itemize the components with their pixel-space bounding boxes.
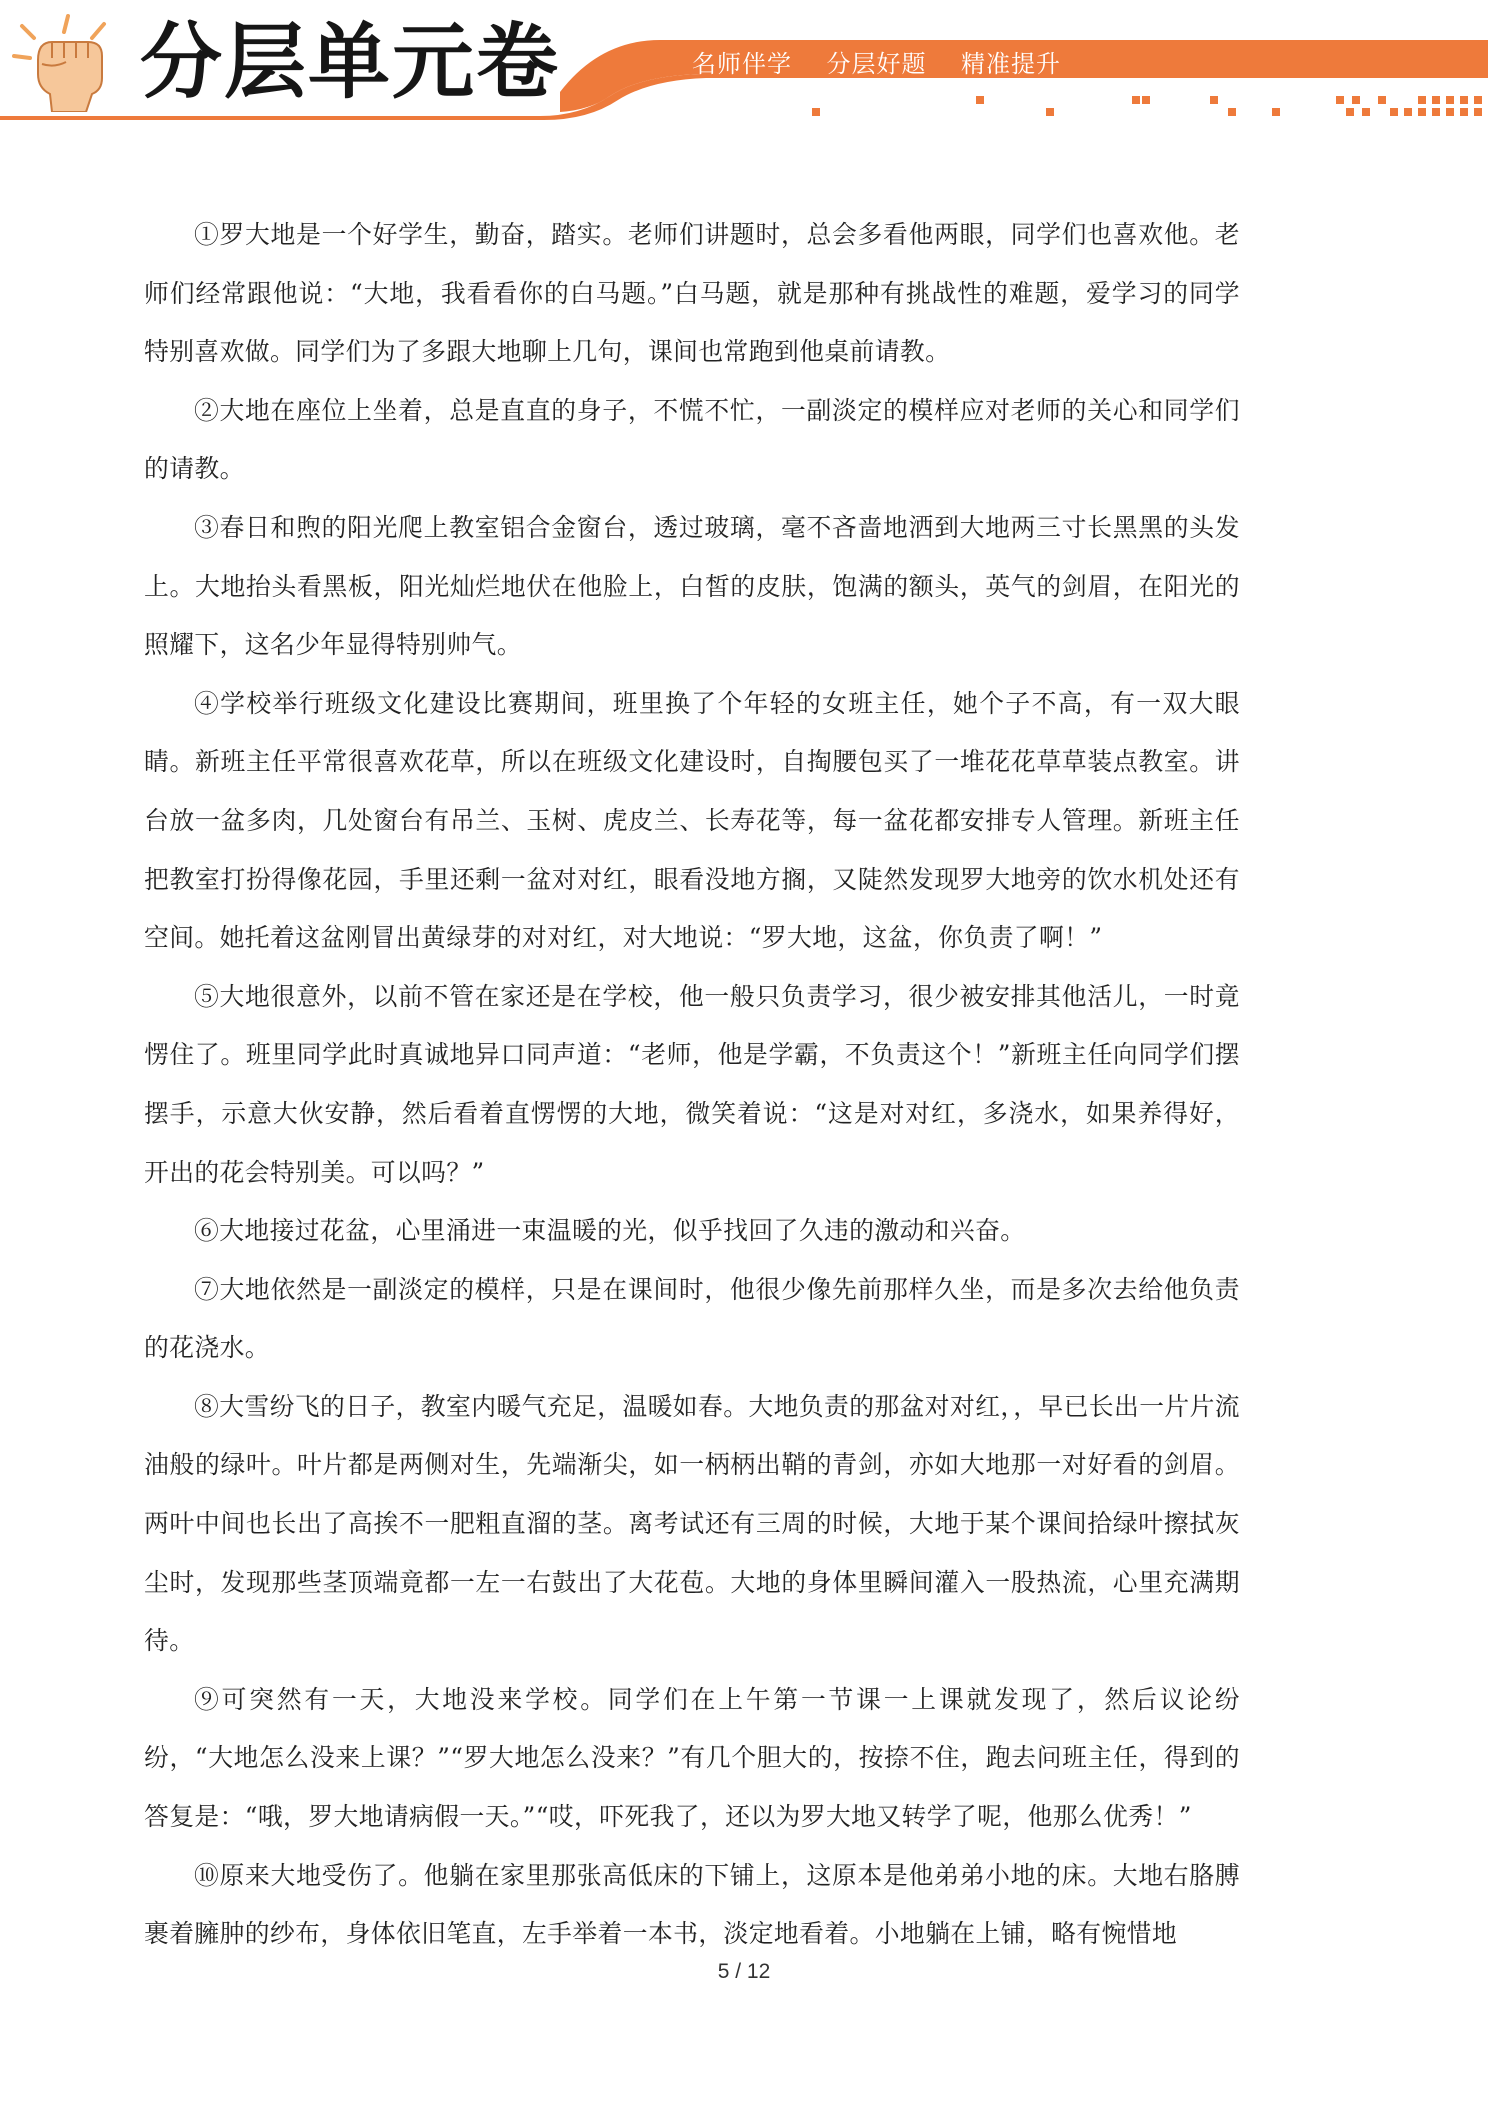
paragraph: ①罗大地是一个好学生，勤奋，踏实。老师们讲题时，总会多看他两眼，同学们也喜欢他。老师们经常跟他说：“大地，我看看你的白马题。”白马题，就是那种有挑战性的难题，爱学习的同学特别喜欢做。同学们为了多跟大地聊上几句，课间也常跑到他桌前请教。 [144,220,1240,367]
paragraph: ⑨可突然有一天，大地没来学校。同学们在上午第一节课一上课就发现了，然后议论纷纷，“大地怎么没来上课？”“罗大地怎么没来？”有几个胆大的，按捺不住，跑去问班主任，得到的答复是：“哦，罗大地请病假一天。”“哎，吓死我了，还以为罗大地又转学了呢，他那么优秀！” [144,1684,1240,1832]
passage-body [144,206,1240,1964]
brand-title: 分层单元卷 [140,15,561,110]
paragraph: ⑥大地接过花盆，心里涌进一束温暖的光，似乎找回了久违的激动和兴奋。 [194,1216,1026,1246]
page-number: 5 / 12 [717,1960,771,1983]
paragraph: ②大地在座位上坐着，总是直直的身子，不慌不忙，一副淡定的模样应对老师的关心和同学们的请教。 [144,395,1240,484]
header-slogan: 名师伴学 分层好题 精准提升 [692,50,1062,78]
page-header [0,0,1488,140]
paragraph: ⑩原来大地受伤了。他躺在家里那张高低床的下铺上，这原本是他弟弟小地的床。大地右胳膊裹着臃肿的纱布，身体依旧笔直，左手举着一本书，淡定地看着。小地躺在上铺，略有惋惜地 [144,1860,1240,1949]
raised-fist-icon [8,12,128,112]
paragraph: ④学校举行班级文化建设比赛期间，班里换了个年轻的女班主任，她个子不高，有一双大眼睛。新班主任平常很喜欢花草，所以在班级文化建设时，自掏腰包买了一堆花花草草装点教室。讲台放一盆多肉，几处窗台有吊兰、玉树、虎皮兰、长寿花等，每一盆花都安排专人管理。新班主任把教室打扮得像花园，手里还剩一盆对对红，眼看没地方搁，又陡然发现罗大地旁的饮水机处还有空间。她托着这盆刚冒出黄绿芽的对对红，对大地说：“罗大地，这盆，你负责了啊！” [144,688,1240,953]
paragraph: ⑧大雪纷飞的日子，教室内暖气充足，温暖如春。大地负责的那盆对对红，，早已长出一片片流油般的绿叶。叶片都是两侧对生，先端渐尖，如一柄柄出鞘的青剑，亦如大地那一对好看的剑眉。两叶中间也长出了高挨不一肥粗直溜的茎。离考试还有三周的时候，大地于某个课间拾绿叶擦拭灰尘时，发现那些茎顶端竟都一左一右鼓出了大花苞。大地的身体里瞬间灌入一股热流，心里充满期待。 [144,1391,1240,1656]
paragraph: ⑦大地依然是一副淡定的模样，只是在课间时，他很少像先前那样久坐，而是多次去给他负责的花浇水。 [144,1274,1240,1363]
paragraph: ③春日和煦的阳光爬上教室铝合金窗台，透过玻璃，毫不吝啬地洒到大地两三寸长黑黑的头发上。大地抬头看黑板，阳光灿烂地伏在他脸上，白皙的皮肤，饱满的额头，英气的剑眉，在阳光的照耀下，这名少年显得特别帅气。 [144,512,1240,660]
paragraph: ⑤大地很意外，以前不管在家还是在学校，他一般只负责学习，很少被安排其他活儿，一时竟愣住了。班里同学此时真诚地异口同声道：“老师，他是学霸，不负责这个！”新班主任向同学们摆摆手，示意大伙安静，然后看着直愣愣的大地，微笑着说：“这是对对红，多浇水，如果养得好，开出的花会特别美。可以吗？” [144,981,1240,1187]
